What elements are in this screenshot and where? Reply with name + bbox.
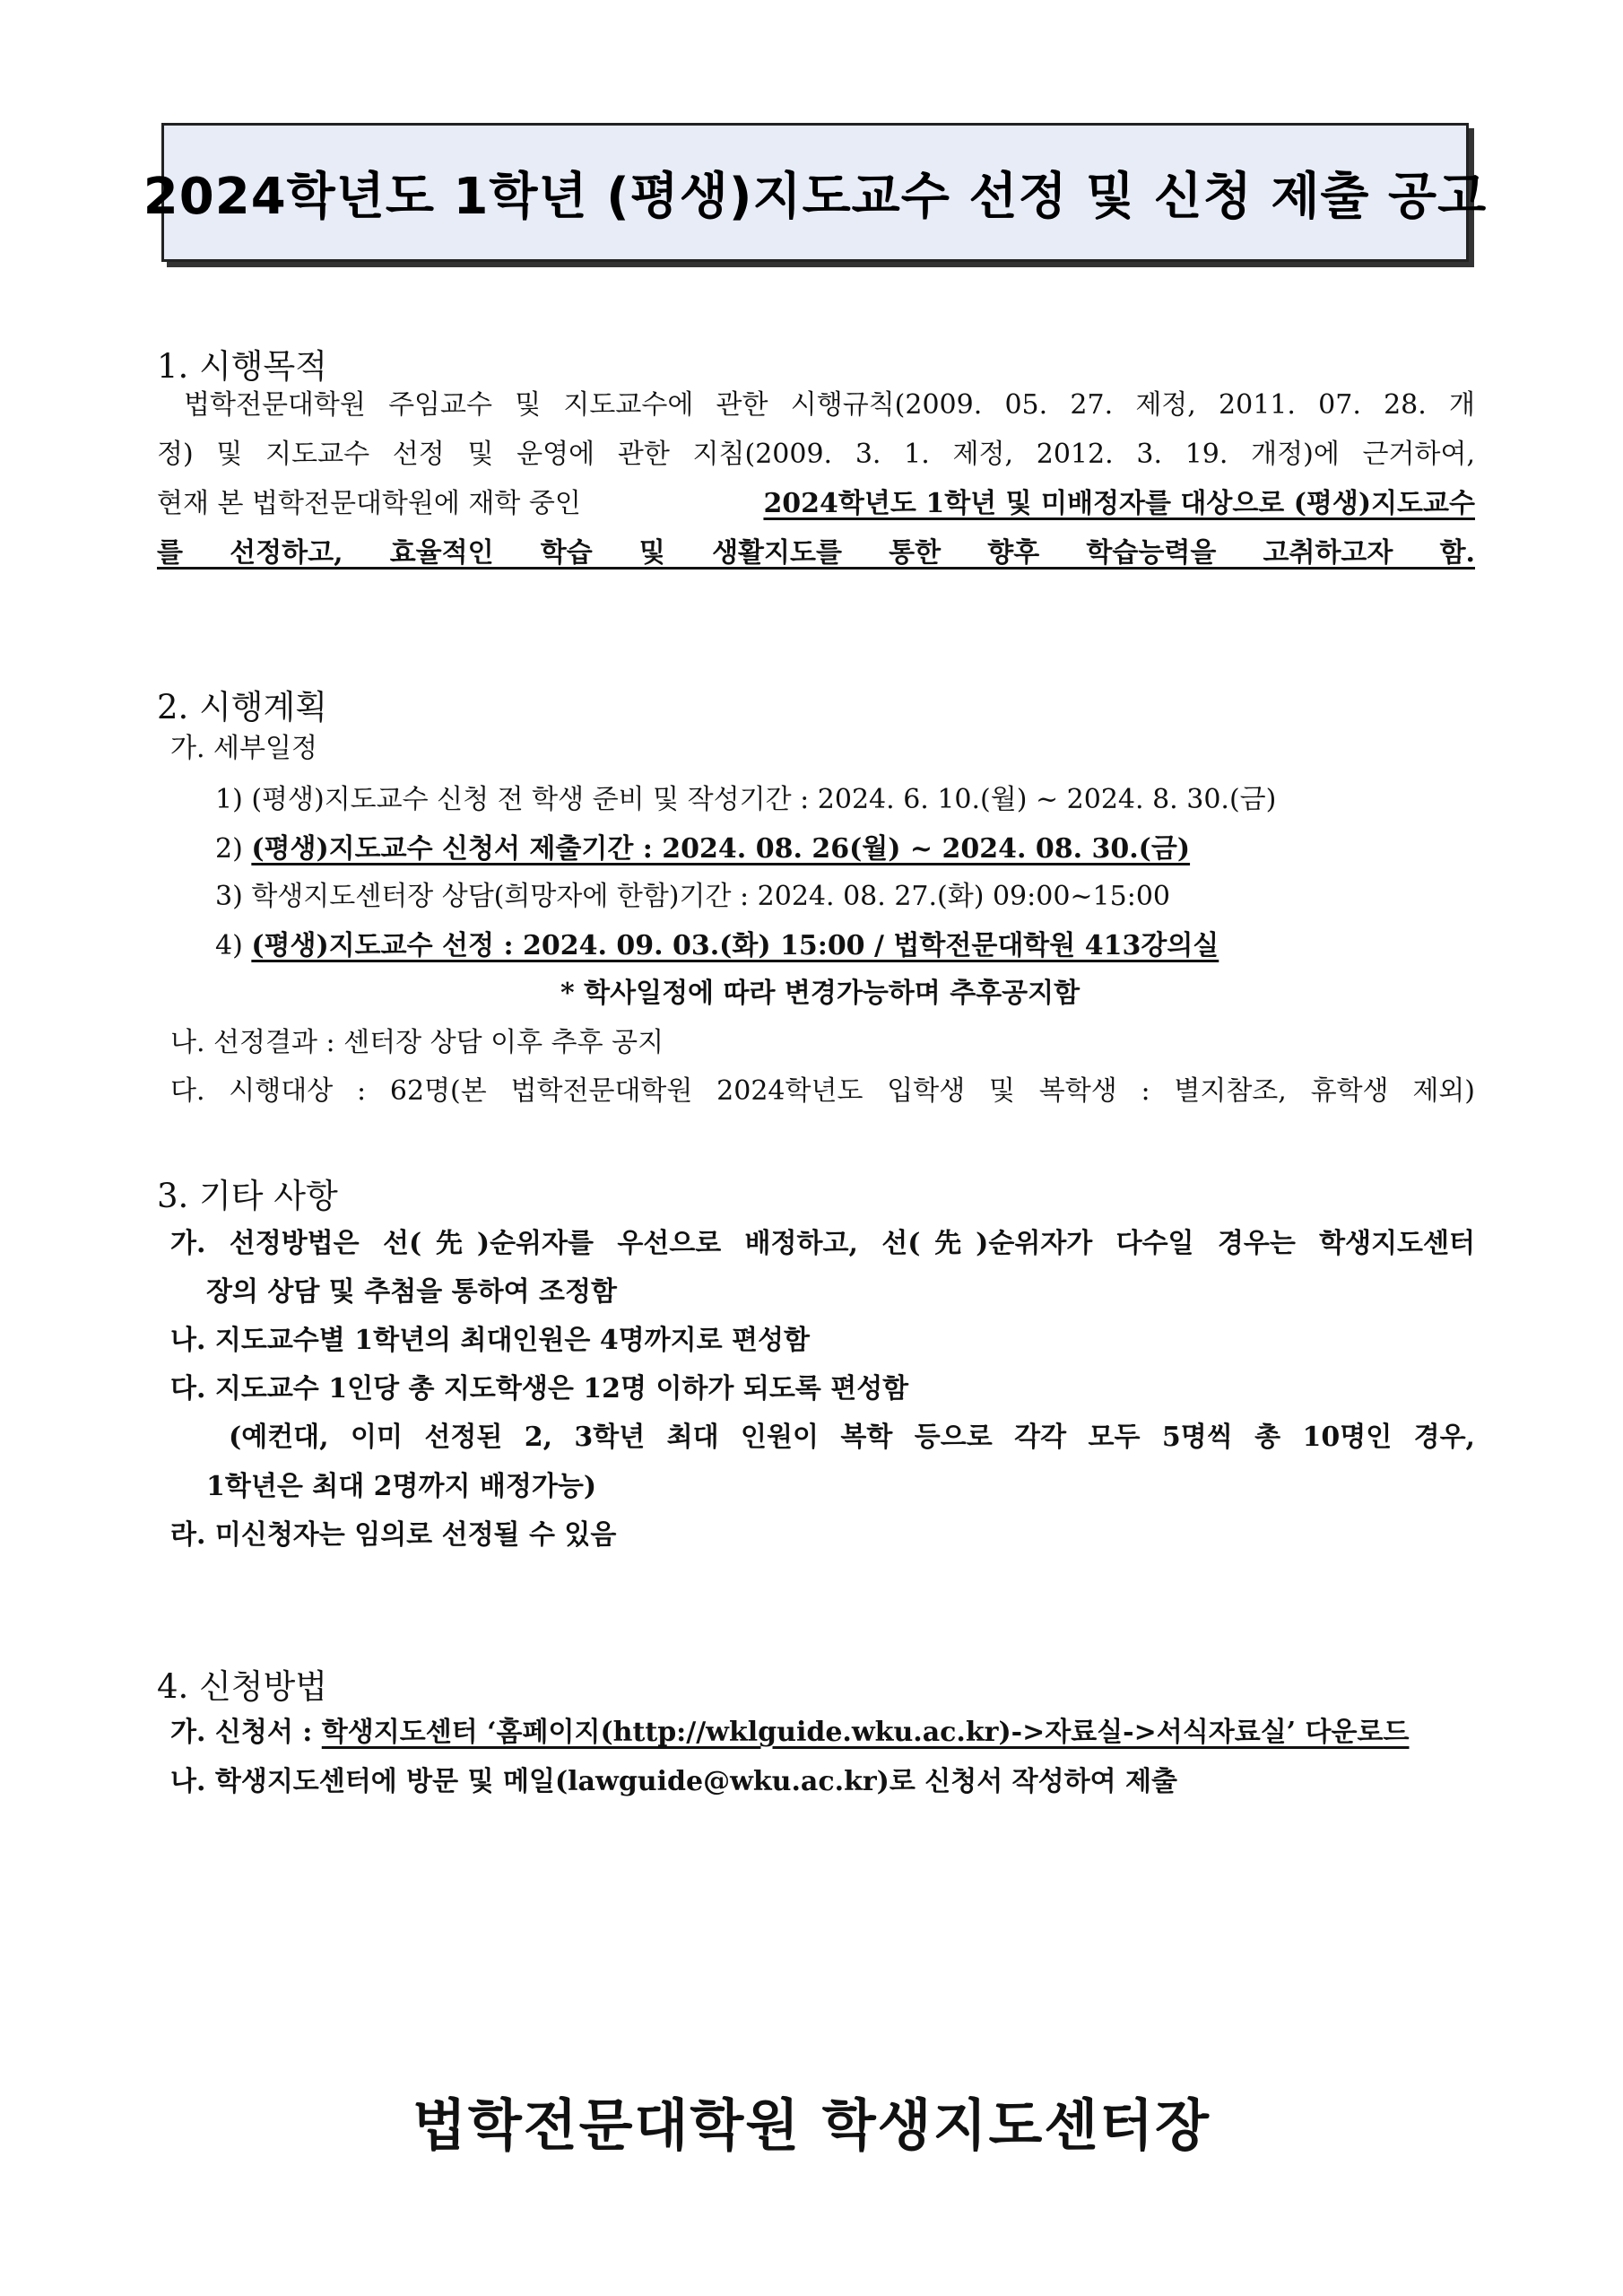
schedule-item-4-number: 4) (215, 930, 252, 961)
schedule-item-4-text: (평생)지도교수 선정 : 2024. 09. 03.(화) 15:00 / 법학전문대학원 413강의실 (251, 930, 1219, 961)
section3-heading: 3. 기타 사항 (157, 1177, 338, 1215)
schedule-item-2-text: (평생)지도교수 신청서 제출기간 : 2024. 08. 26(월) ~ 2024. 08. 30.(금) (251, 833, 1191, 865)
schedule-item-3: 3) 학생지도센터장 상담(희망자에 한함)기간 : 2024. 08. 27.(화) 09:00~15:00 (215, 881, 1170, 912)
section4-ga-prefix: 가. 신청서 : (170, 1717, 322, 1748)
section3-ra: 라. 미신청자는 임의로 선정될 수 있음 (170, 1519, 617, 1551)
section1-line2: 정) 및 지도교수 선정 및 운영에 관한 지침(2009. 3. 1. 제정, 2012. 3. 19. 개정)에 근거하여, (157, 439, 1475, 470)
section3-da-example-line2: 1학년은 최대 2명까지 배정가능) (206, 1471, 597, 1502)
section2-heading: 2. 시행계획 (157, 688, 328, 726)
section1-heading: 1. 시행목적 (157, 347, 328, 386)
section4-ga (170, 1719, 1409, 1746)
section2-sub-ga: 가. 세부일정 (170, 733, 317, 764)
page-title: 2024학년도 1학년 (평생)지도교수 선정 및 신청 제출 공고 (143, 167, 1488, 226)
section3-da: 다. 지도교수 1인당 총 지도학생은 12명 이하가 되도록 편성함 (170, 1373, 909, 1405)
section1-line3-emphasis: 2024학년도 1학년 및 미배정자를 대상으로 (평생)지도교수 (763, 488, 1475, 519)
schedule-note: * 학사일정에 따라 변경가능하며 추후공지함 (560, 978, 1081, 1009)
homepage-link[interactable]: 학생지도센터 ‘홈페이지(http://wklguide.wku.ac.kr)->자료실->서식자료실’ 다운로드 (321, 1717, 1410, 1748)
section3-ga-line1: 가. 선정방법은 선(先)순위자를 우선으로 배정하고, 선(先)순위자가 다수일 경우는 학생지도센터 (170, 1228, 1475, 1259)
schedule-item-4 (215, 930, 1219, 961)
section1-line4-emphasis: 를 선정하고, 효율적인 학습 및 생활지도를 통한 향후 학습능력을 고취하고자 함. (157, 537, 1475, 569)
section1-line1: 법학전문대학원 주임교수 및 지도교수에 관한 시행규칙(2009. 05. 27. 제정, 2011. 07. 28. 개 (184, 389, 1475, 421)
issuer-signature: 법학전문대학원 학생지도센터장 (412, 2092, 1211, 2158)
section2-sub-da: 다. 시행대상 : 62명(본 법학전문대학원 2024학년도 입학생 및 복학생 : 별지참조, 휴학생 제외) (170, 1075, 1475, 1107)
section2-sub-na: 나. 선정결과 : 센터장 상담 이후 추후 공지 (170, 1027, 664, 1058)
schedule-item-2 (215, 833, 1191, 865)
section1-line3 (157, 488, 1475, 519)
section4-heading: 4. 신청방법 (157, 1667, 328, 1706)
section3-ga-line2: 장의 상담 및 추첨을 통하여 조정함 (206, 1276, 617, 1308)
section3-da-example-line1: (예컨대, 이미 선정된 2, 3학년 최대 인원이 복학 등으로 각각 모두 5명씩 총 10명인 경우, (229, 1422, 1475, 1453)
section4-na: 나. 학생지도센터에 방문 및 메일(lawguide@wku.ac.kr)로 신청서 작성하여 제출 (170, 1766, 1177, 1797)
section3-na: 나. 지도교수별 1학년의 최대인원은 4명까지로 편성함 (170, 1325, 810, 1356)
schedule-item-2-number: 2) (215, 833, 252, 865)
section1-line3-plain: 현재 본 법학전문대학원에 재학 중인 (157, 488, 590, 519)
title-box (143, 123, 1488, 262)
schedule-item-1: 1) (평생)지도교수 신청 전 학생 준비 및 작성기간 : 2024. 6. 10.(월) ~ 2024. 8. 30.(금) (215, 784, 1277, 815)
